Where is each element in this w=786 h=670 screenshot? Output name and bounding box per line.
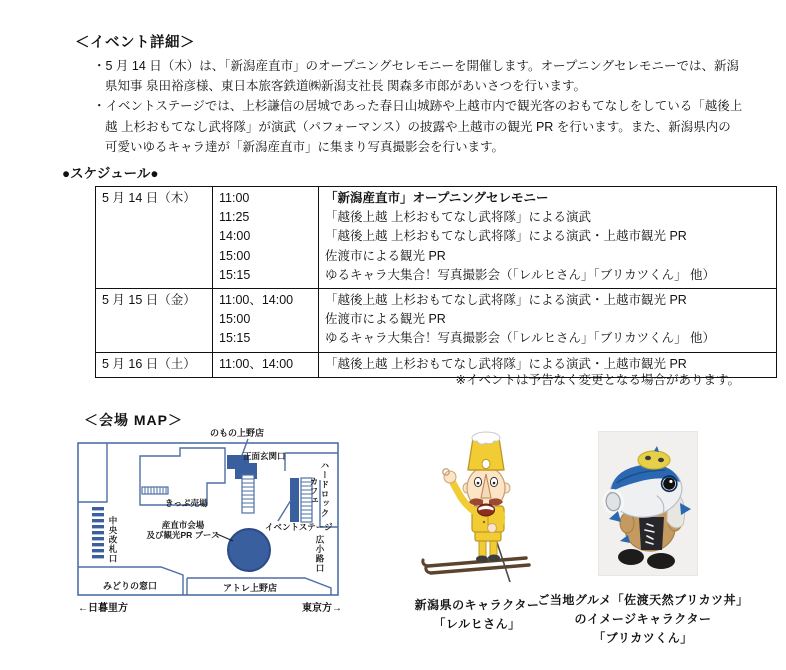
map-label-ticket-office: きっぷ売場: [165, 498, 208, 508]
map-label-midori: みどりの窓口: [103, 581, 158, 591]
event-cell: ゆるキャラ大集合！写真撮影会（「レルヒさん」「ブリカツくん」 他）: [325, 331, 716, 346]
lerch-caption: 新潟県のキャラクター 「レルヒさん」: [414, 598, 540, 631]
schedule-date: 5 月 14 日（木）: [96, 187, 213, 289]
event-cell: 「新潟産直市」オープニングセレモニー: [325, 191, 549, 205]
event-cell: 「越後上越 上杉おもてなし武将隊」による演武・上越市観光 PR: [325, 293, 687, 308]
disclaimer-note: ※イベントは予告なく変更となる場合があります。: [455, 373, 740, 387]
map-label-atre: アトレ上野店: [223, 583, 278, 593]
table-row: [96, 187, 777, 289]
entrance-escalator: [242, 475, 254, 513]
table-row: [96, 289, 777, 353]
map-label-central-gate: 中央改札口: [108, 516, 118, 564]
map-label-hardrock: ハードロック: [320, 461, 330, 518]
event-cell: 「越後上越 上杉おもてなし武将隊」による演武・上越市観光 PR: [325, 229, 687, 244]
map-title: ＜会場 MAP＞: [84, 412, 183, 428]
schedule-times: [213, 187, 319, 289]
schedule-date: 5 月 16 日（土）: [96, 352, 213, 377]
map-label-nomono: のもの上野店: [210, 428, 265, 438]
time-cell: 15:15: [219, 267, 251, 282]
schedule-date: 5 月 15 日（金）: [96, 289, 213, 353]
event-cell: 佐渡市による観光 PR: [325, 312, 446, 327]
time-cell: 14:00: [219, 229, 251, 244]
burikatsu-caption: ご当地グルメ「佐渡天然ブリカツ丼」 のイメージキャラクター 「ブリカツくん」: [537, 593, 749, 645]
event-cell: 「越後上越 上杉おもてなし武将隊」による演武: [325, 210, 591, 225]
schedule-events: [319, 187, 777, 289]
time-cell: 11:00: [219, 191, 250, 205]
schedule-table: [95, 186, 777, 378]
venue-circle: [228, 529, 270, 571]
intro-bullet: ・5 月 14 日（木）は、「新潟産直市」のオープニングセレモニーを開催します。オープニングセレモニーでは、新潟県知事 泉田裕彦様、東日本旅客鉄道㈱新潟支社長 関森多市郎があいさつを行います。: [93, 59, 740, 94]
ticket-gates: [142, 487, 168, 494]
lerch-illustration: [420, 430, 532, 588]
event-cell: 佐渡市による観光 PR: [325, 248, 446, 263]
time-cell: 11:00、14:00: [219, 356, 294, 371]
direction-nippori: ←日暮里方: [78, 603, 128, 614]
page-title: ＜イベント詳細＞: [75, 35, 195, 51]
map-label-main-entrance: 正面玄関口: [243, 451, 286, 461]
map-label-venue: 産直市会場 及び観光PR ブース: [146, 520, 220, 540]
venue-map-drawing: [77, 425, 339, 600]
time-cell: 15:00: [219, 312, 251, 327]
event-cell: ゆるキャラ大集合！写真撮影会（「レルヒさん」「ブリカツくん」 他）: [325, 267, 716, 282]
time-cell: 11:25: [219, 210, 250, 225]
time-cell: 15:00: [219, 248, 251, 263]
map-label-event-stage: イベントステージ: [265, 522, 333, 532]
schedule-heading: ●スケジュール●: [62, 166, 159, 181]
intro-paragraphs: [93, 56, 743, 157]
burikatsu-photo: [598, 431, 698, 576]
schedule-times: [213, 289, 319, 353]
schedule-events: [319, 289, 777, 353]
intro-bullet: ・イベントステージでは、上杉謙信の居城であった春日山城跡や上越市内で観光客のおもてなしをしている「越後上越 上杉おもてなし武将隊」が演武（パフォーマンス）の披露や上越市の観光 PR を行います。また、新潟県内の可愛いゆるキャラ達が「新潟産直市」に集まり写真撮影会を行います。: [93, 99, 743, 154]
map-label-hirokoji: 広小路口: [315, 535, 325, 573]
time-cell: 11:00、14:00: [219, 293, 294, 308]
central-gate-stairs: [92, 507, 104, 558]
map-label-cafe: カフェ: [309, 477, 319, 506]
event-cell: 「越後上越 上杉おもてなし武将隊」による演武・上越市観光 PR: [325, 356, 687, 371]
direction-tokyo: 東京方→: [302, 603, 342, 614]
stage-marker: [278, 478, 312, 522]
time-cell: 15:15: [219, 331, 251, 346]
skis: [423, 558, 529, 573]
venue-map: [77, 425, 339, 600]
